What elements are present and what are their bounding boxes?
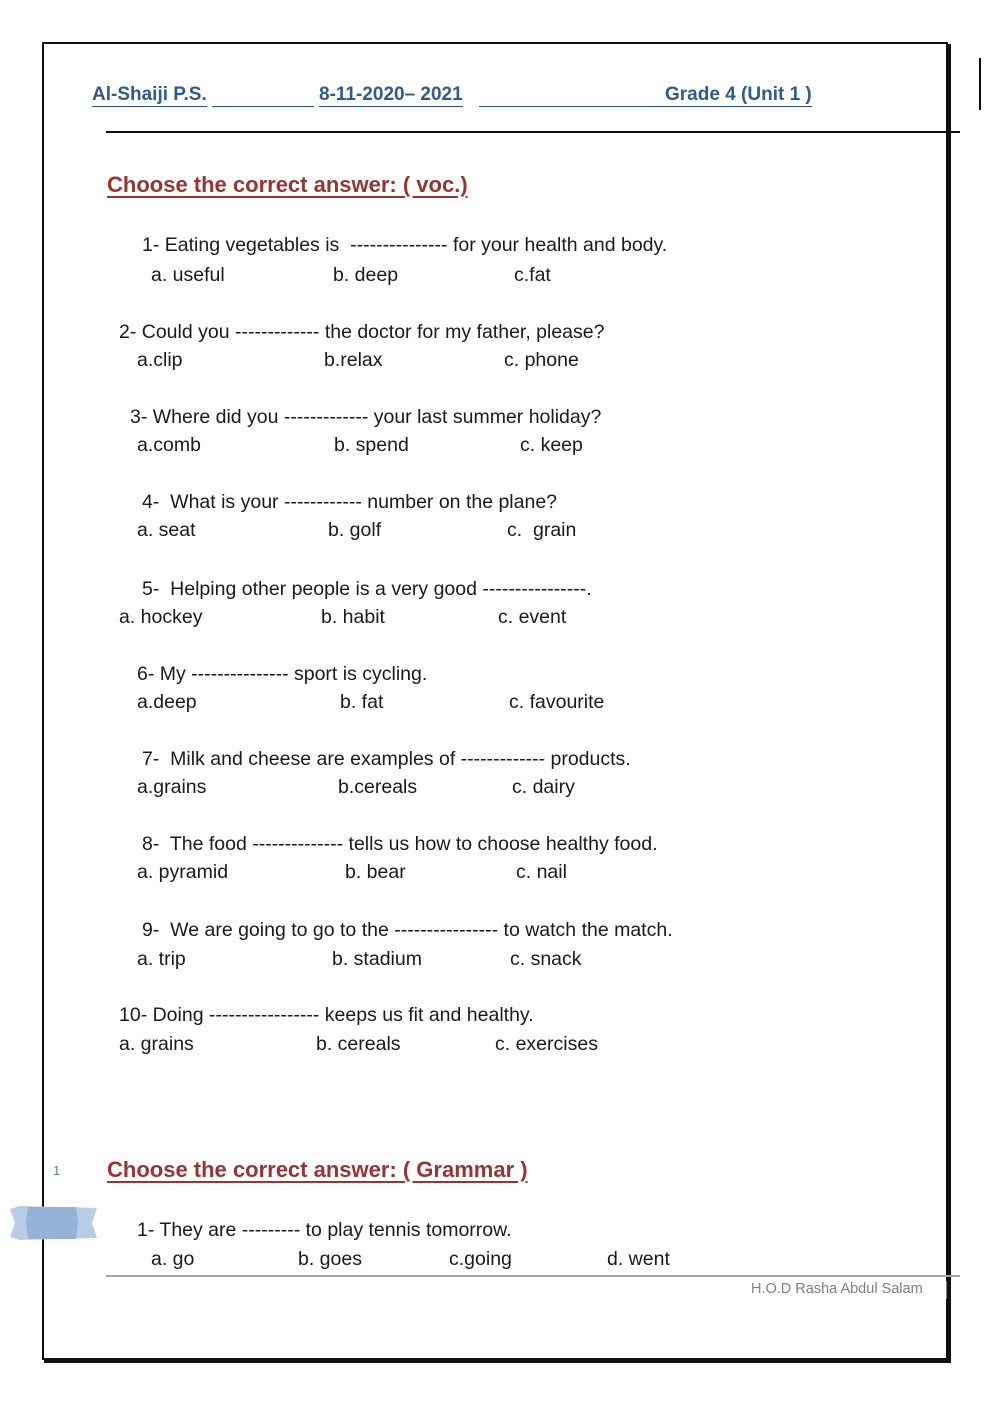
- vocab-q4-option-c: c. grain: [507, 519, 577, 541]
- header-underline-1: [212, 84, 314, 107]
- grammar-section-title: Choose the correct answer: ( Grammar ): [107, 1157, 528, 1182]
- vocab-section-title: Choose the correct answer: ( voc.): [107, 172, 468, 197]
- grammar-q1-option-b: b. goes: [298, 1248, 362, 1270]
- vocab-question-10: 10- Doing ----------------- keeps us fit and healthy.: [119, 1004, 534, 1026]
- vocab-question-2: 2- Could you ------------- the doctor for my father, please?: [119, 321, 605, 343]
- vocab-q10-option-b: b. cereals: [316, 1033, 401, 1055]
- vocab-q6-option-c: c. favourite: [509, 691, 605, 713]
- vocab-question-7: 7- Milk and cheese are examples of ------------- products.: [142, 748, 631, 770]
- vocab-q6-option-a: a.deep: [137, 691, 197, 713]
- vocab-question-9: 9- We are going to go to the ---------------- to watch the match.: [142, 919, 673, 941]
- vocab-q4-option-a: a. seat: [137, 519, 196, 541]
- header-divider: [106, 131, 960, 133]
- vocab-q8-option-b: b. bear: [345, 861, 406, 883]
- vocab-q10-option-c: c. exercises: [495, 1033, 598, 1055]
- school-name: Al-Shaiji P.S.: [92, 84, 207, 105]
- header-underline-2: [479, 84, 665, 107]
- vocab-question-1: 1- Eating vegetables is --------------- for your health and body.: [142, 234, 668, 256]
- vocab-q5-option-b: b. habit: [321, 606, 385, 628]
- vocab-q8-option-a: a. pyramid: [137, 861, 229, 883]
- grammar-question-1: 1- They are --------- to play tennis tomorrow.: [137, 1219, 512, 1241]
- vocab-q5-option-a: a. hockey: [119, 606, 203, 628]
- vocab-q10-option-a: a. grains: [119, 1033, 194, 1055]
- vocab-question-6: 6- My --------------- sport is cycling.: [137, 663, 428, 685]
- vocab-q2-option-c: c. phone: [504, 349, 579, 371]
- vocab-question-4: 4- What is your ------------ number on the plane?: [142, 491, 558, 513]
- footer-author: H.O.D Rasha Abdul Salam: [751, 1281, 923, 1297]
- page-number: 1: [53, 1163, 61, 1178]
- vocab-q7-option-b: b.cereals: [338, 776, 418, 798]
- page-ribbon-decoration: [10, 1206, 97, 1240]
- grammar-q1-option-d: d. went: [607, 1248, 670, 1270]
- vocab-q1-option-b: b. deep: [333, 264, 399, 286]
- page-border-shadow-bottom: [44, 1360, 951, 1363]
- vocab-q1-option-a: a. useful: [151, 264, 225, 286]
- vocab-q2-option-b: b.relax: [324, 349, 383, 371]
- footer-divider: [106, 1275, 960, 1277]
- footer-separator: [946, 1281, 947, 1299]
- vocab-question-5: 5- Helping other people is a very good ----------------.: [142, 578, 592, 600]
- vocab-q7-option-a: a.grains: [137, 776, 207, 798]
- exam-date: 8-11-2020– 2021: [319, 84, 463, 105]
- margin-mark: [979, 58, 981, 110]
- vocab-q1-option-c: c.fat: [514, 264, 551, 286]
- vocab-q3-option-c: c. keep: [520, 434, 583, 456]
- vocab-question-8: 8- The food -------------- tells us how to choose healthy food.: [142, 833, 658, 855]
- grammar-q1-option-a: a. go: [151, 1248, 195, 1270]
- vocab-q6-option-b: b. fat: [340, 691, 384, 713]
- vocab-q9-option-b: b. stadium: [332, 948, 422, 970]
- vocab-q2-option-a: a.clip: [137, 349, 183, 371]
- vocab-question-3: 3- Where did you ------------- your last summer holiday?: [130, 406, 602, 428]
- vocab-q9-option-a: a. trip: [137, 948, 186, 970]
- vocab-q8-option-c: c. nail: [516, 861, 567, 883]
- page-border-shadow-right: [948, 44, 951, 1362]
- vocab-q9-option-c: c. snack: [510, 948, 582, 970]
- grade-unit: Grade 4 (Unit 1 ): [665, 84, 812, 105]
- vocab-q3-option-a: a.comb: [137, 434, 201, 456]
- vocab-q5-option-c: c. event: [498, 606, 567, 628]
- grammar-q1-option-c: c.going: [449, 1248, 512, 1270]
- vocab-q3-option-b: b. spend: [334, 434, 409, 456]
- vocab-q4-option-b: b. golf: [328, 519, 382, 541]
- vocab-q7-option-c: c. dairy: [512, 776, 575, 798]
